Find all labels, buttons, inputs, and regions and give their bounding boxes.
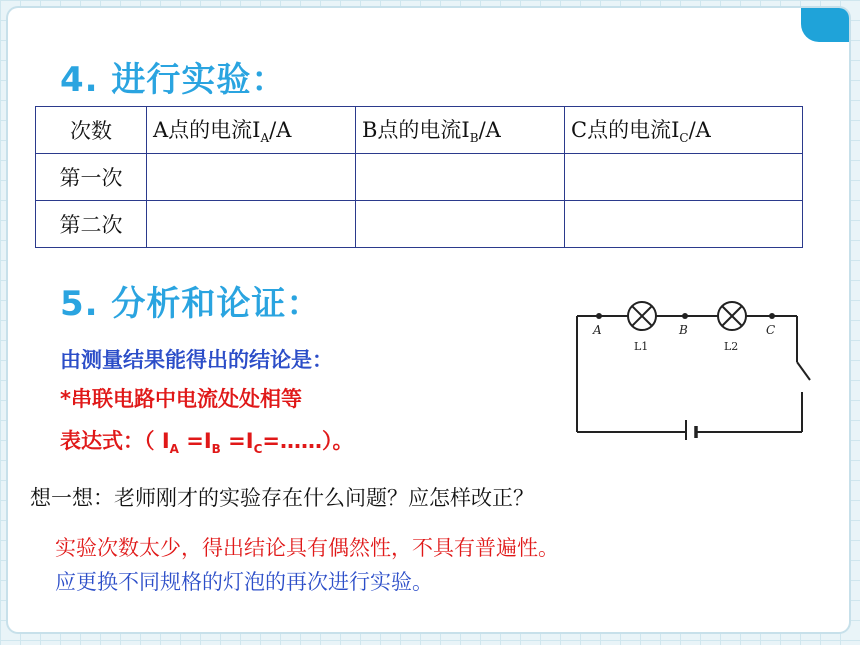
series-circuit-diagram <box>572 290 812 440</box>
table-row <box>36 201 803 248</box>
cell-a <box>147 154 356 201</box>
lamp-l2-label: L2 <box>724 340 739 353</box>
corner-decoration <box>801 8 849 42</box>
cell-b <box>356 154 565 201</box>
experiment-table <box>35 106 803 248</box>
formula-line: 表达式：（ $I_A =I_B$ $=I_C=\dots\dots$）。 <box>60 429 354 457</box>
lamp-l1-icon <box>628 302 656 330</box>
cell-a <box>147 201 356 248</box>
header-count: 次数 <box>36 107 147 154</box>
section-4-heading: 4. 进行实验： <box>60 60 287 100</box>
table-header-row <box>36 107 803 154</box>
header-current-c: C点的电流$I_C/A$ <box>565 107 803 154</box>
table-row <box>36 154 803 201</box>
cell-c <box>565 201 803 248</box>
cell-c <box>565 154 803 201</box>
header-current-a: A点的电流$I_A/A$ <box>147 107 356 154</box>
row-label: 第二次 <box>36 201 147 248</box>
section-5-heading: 5. 分析和论证： <box>60 284 322 324</box>
point-b-dot <box>682 313 688 319</box>
conclusion-text: *串联电路中电流处处相等 <box>60 387 302 411</box>
row-label: 第一次 <box>36 154 147 201</box>
header-current-b: B点的电流$I_B/A$ <box>356 107 565 154</box>
cell-b <box>356 201 565 248</box>
lamp-l1-label: L1 <box>634 340 649 353</box>
point-c-label: C <box>766 323 776 337</box>
switch-lever <box>797 362 810 380</box>
question-text: 想一想：老师刚才的实验存在什么问题？应怎样改正？ <box>30 486 534 510</box>
lamp-l2-icon <box>718 302 746 330</box>
answer-line-2: 应更换不同规格的灯泡的再次进行实验。 <box>55 570 433 594</box>
answer-line-1: 实验次数太少，得出结论具有偶然性，不具有普遍性。 <box>55 536 559 560</box>
point-a-dot <box>596 313 602 319</box>
conclusion-intro: 由测量结果能得出的结论是： <box>60 348 333 372</box>
point-b-label: B <box>679 323 688 337</box>
point-a-label: A <box>593 323 602 337</box>
point-c-dot <box>769 313 775 319</box>
